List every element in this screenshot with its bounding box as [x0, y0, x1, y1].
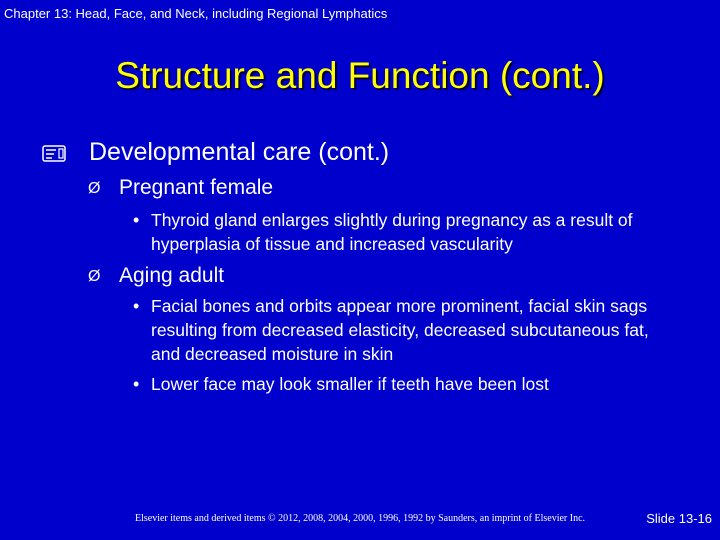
level1-text: Developmental care (cont.) — [89, 138, 390, 166]
tablet-icon — [42, 145, 68, 163]
bullet-dot-icon: • — [133, 210, 140, 230]
level3-text: Lower face may look smaller if teeth have been lost — [151, 374, 549, 394]
level2-text: Aging adult — [119, 264, 225, 287]
copyright-note: Elsevier items and derived items © 2012, 2008, 2004, 2000, 1996, 1992 by Saunders, an imprint of Elsevier Inc. — [134, 513, 586, 524]
level2-text: Pregnant female — [119, 176, 274, 199]
level3-text: Facial bones and orbits appear more prominent, facial skin sags resulting from decreased elasticity, decreased subcutaneous fat, and decreased moisture in skin — [151, 296, 649, 364]
slide-title: Structure and Function (cont.) — [115, 55, 605, 96]
chapter-header: Chapter 13: Head, Face, and Neck, including Regional Lymphatics — [4, 6, 388, 21]
arrow-bullet-icon: Ø — [88, 180, 101, 197]
slide-number: Slide 13-16 — [646, 511, 712, 526]
bullet-dot-icon: • — [133, 296, 140, 316]
arrow-bullet-icon: Ø — [88, 268, 101, 285]
level3-text: Thyroid gland enlarges slightly during pregnancy as a result of hyperplasia of tissue and increased vascularity — [151, 210, 633, 254]
bullet-dot-icon: • — [133, 374, 140, 394]
